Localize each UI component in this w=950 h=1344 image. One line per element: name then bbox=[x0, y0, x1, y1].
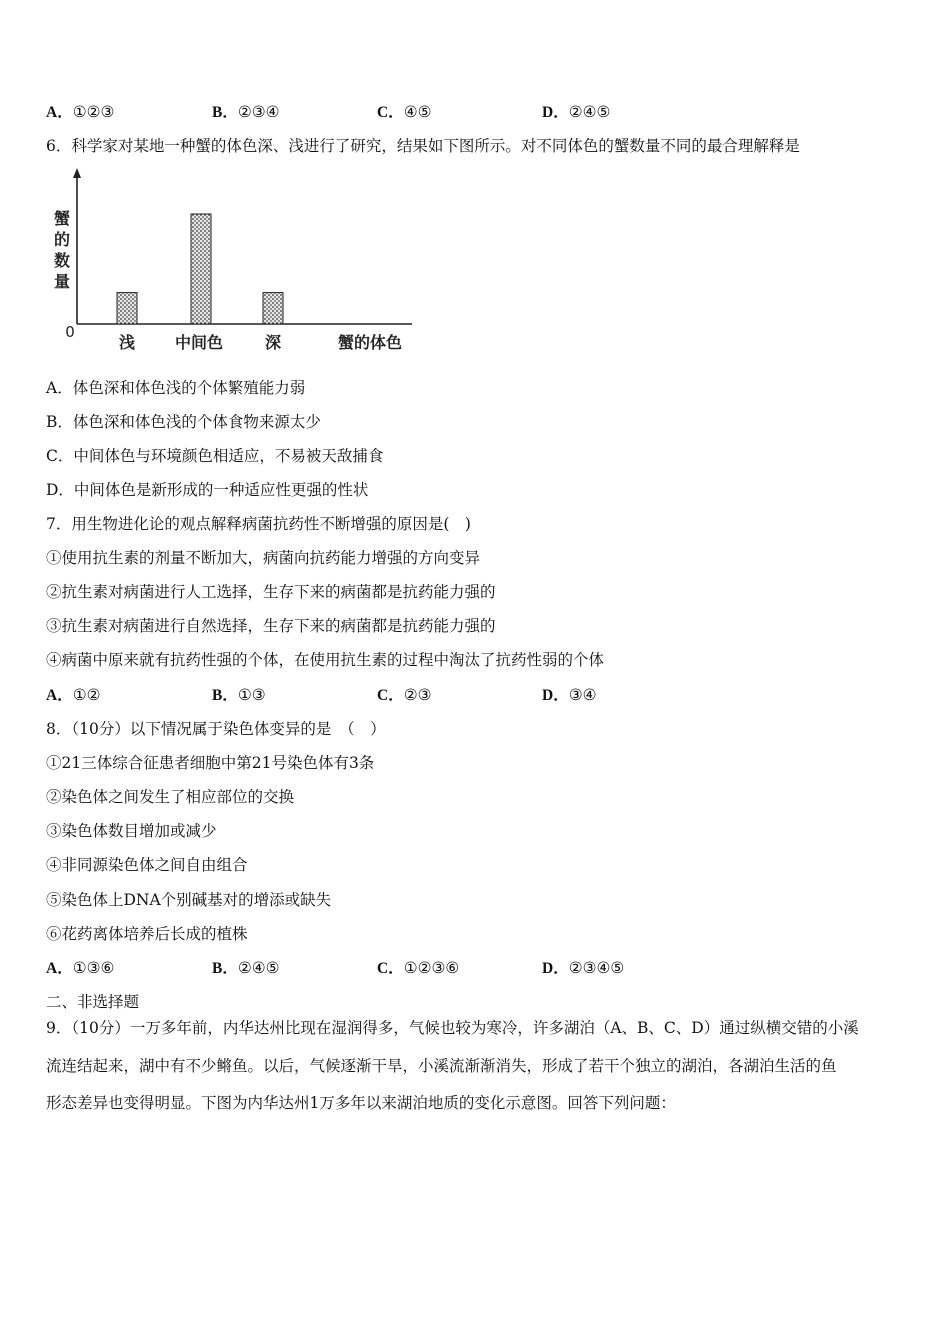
x-category-label: 浅 bbox=[118, 333, 136, 352]
q8-statement-6: ⑥花药离体培养后长成的植株 bbox=[46, 925, 248, 943]
x-categories bbox=[119, 333, 281, 352]
q7-statement-1: ①使用抗生素的剂量不断加大，病菌向抗药能力增强的方向变异 bbox=[46, 549, 481, 567]
q6-option-d[interactable]: D．中间体色是新形成的一种适应性更强的性状 bbox=[46, 481, 369, 499]
y-label-char: 量 bbox=[53, 272, 71, 291]
bar-1 bbox=[117, 293, 137, 324]
q7-option-b[interactable]: B．①③ bbox=[212, 686, 266, 704]
section-heading: 二、非选择题 bbox=[46, 993, 140, 1011]
q8-statement-4: ④非同源染色体之间自由组合 bbox=[46, 856, 248, 874]
q7-statement-2: ②抗生素对病菌进行人工选择，生存下来的病菌都是抗药能力强的 bbox=[46, 583, 496, 601]
q7-stem: 7．用生物进化论的观点解释病菌抗药性不断增强的原因是( ) bbox=[46, 515, 471, 533]
crab-color-bar-chart bbox=[44, 166, 424, 358]
q8-stem: 8．（10分）以下情况属于染色体变异的是 （ ） bbox=[46, 720, 386, 738]
x-axis-label: 蟹的体色 bbox=[337, 333, 403, 352]
q9-line-2: 流连结起来，湖中有不少鳉鱼。以后，气候逐渐干旱，小溪流渐渐消失，形成了若干个独立的湖泊，各湖泊生活的鱼 bbox=[46, 1057, 837, 1075]
q8-statement-5: ⑤染色体上DNA个别碱基对的增添或缺失 bbox=[46, 891, 332, 909]
origin-label: 0 bbox=[65, 323, 75, 341]
q7-option-a[interactable]: A．①② bbox=[46, 686, 101, 704]
q7-statement-3: ③抗生素对病菌进行自然选择，生存下来的病菌都是抗药能力强的 bbox=[46, 617, 496, 635]
q8-option-c[interactable]: C．①②③⑥ bbox=[377, 959, 460, 977]
q5-option-a[interactable]: A．①②③ bbox=[46, 103, 115, 121]
q5-option-c[interactable]: C．④⑤ bbox=[377, 103, 432, 121]
q8-statement-1: ①21三体综合征患者细胞中第21号染色体有3条 bbox=[46, 754, 375, 772]
x-category-label: 深 bbox=[264, 333, 282, 352]
q6-option-c[interactable]: C．中间体色与环境颜色相适应，不易被天敌捕食 bbox=[46, 447, 384, 465]
q9-line-1: 9．（10分）一万多年前，内华达州比现在湿润得多，气候也较为寒冷，许多湖泊（A、B、C、D）通过纵横交错的小溪 bbox=[46, 1019, 859, 1037]
q6-stem: 6．科学家对某地一种蟹的体色深、浅进行了研究，结果如下图所示。对不同体色的蟹数量不同的最合理解释是 bbox=[46, 137, 800, 155]
bar-2 bbox=[191, 214, 211, 324]
q8-statement-3: ③染色体数目增加或减少 bbox=[46, 822, 217, 840]
q8-statement-2: ②染色体之间发生了相应部位的交换 bbox=[46, 788, 295, 806]
q7-option-d[interactable]: D．③④ bbox=[542, 686, 597, 704]
y-axis-label bbox=[54, 209, 70, 291]
x-category-label: 中间色 bbox=[174, 333, 224, 352]
q8-option-a[interactable]: A．①③⑥ bbox=[46, 959, 115, 977]
q5-option-b[interactable]: B．②③④ bbox=[212, 103, 280, 121]
y-label-char: 数 bbox=[53, 251, 71, 270]
q6-option-a[interactable]: A．体色深和体色浅的个体繁殖能力弱 bbox=[46, 379, 306, 397]
q6-option-b[interactable]: B．体色深和体色浅的个体食物来源太少 bbox=[46, 413, 321, 431]
bars bbox=[117, 214, 283, 324]
q7-statement-4: ④病菌中原来就有抗药性强的个体，在使用抗生素的过程中淘汰了抗药性弱的个体 bbox=[46, 651, 605, 669]
q5-option-d[interactable]: D．②④⑤ bbox=[542, 103, 611, 121]
q8-option-d[interactable]: D．②③④⑤ bbox=[542, 959, 625, 977]
y-label-char: 蟹 bbox=[53, 209, 71, 228]
bar-3 bbox=[263, 293, 283, 324]
q7-option-c[interactable]: C．②③ bbox=[377, 686, 432, 704]
q8-option-b[interactable]: B．②④⑤ bbox=[212, 959, 280, 977]
y-axis-arrow bbox=[73, 168, 81, 178]
q9-line-3: 形态差异也变得明显。下图为内华达州1万多年以来湖泊地质的变化示意图。回答下列问题： bbox=[46, 1094, 676, 1112]
y-label-char: 的 bbox=[53, 230, 71, 249]
